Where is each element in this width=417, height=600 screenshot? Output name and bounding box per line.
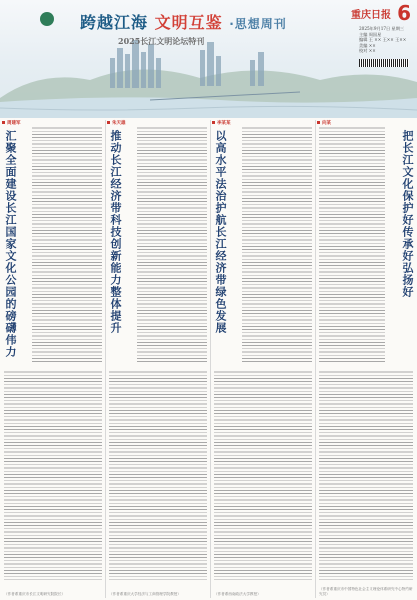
forum-logo-icon xyxy=(40,12,54,26)
masthead xyxy=(0,0,417,118)
article-body xyxy=(32,126,102,364)
special-issue-title xyxy=(80,10,287,33)
title-part2: 文明互鉴 xyxy=(154,13,223,32)
article-body xyxy=(319,126,385,364)
article-headline: 把长江文化保护好传承好弘扬好 xyxy=(401,130,414,298)
article-body xyxy=(242,126,312,364)
barcode xyxy=(359,59,409,67)
meta-line: 编辑 王 ×× 王×× 王×× xyxy=(359,37,407,42)
article-column-3 xyxy=(212,120,314,598)
author-note: （作者系重庆市中国特色社会主义理论体系研究中心特约研究员） xyxy=(319,587,413,596)
author-note: （作者系重庆市长江文明研究院院长） xyxy=(4,591,66,596)
article-body xyxy=(137,126,207,364)
newspaper-logo: 重庆日报 xyxy=(351,10,391,21)
author-tag: 向某 xyxy=(317,120,331,126)
author-note: （作者系西南政法大学教授） xyxy=(214,591,261,596)
title-suffix: ·思想周刊 xyxy=(229,17,287,31)
column-divider xyxy=(210,120,211,598)
article-column-2 xyxy=(107,120,209,598)
author-tag: 李某某 xyxy=(212,120,231,126)
author-tag: 周建军 xyxy=(2,120,21,126)
meta-line: 2025年9月17日 星期三 xyxy=(359,26,405,31)
article-headline: 汇聚全面建设长江国家文化公园的磅礴伟力 xyxy=(4,130,17,358)
article-body xyxy=(214,370,312,580)
article-column-4 xyxy=(317,120,415,598)
special-issue-subtitle: 2025长江文明论坛特刊 xyxy=(118,36,205,46)
meta-line: 主编 周国星 xyxy=(359,31,382,37)
author-note: （作者系重庆大学经济与工商管理学院教授） xyxy=(109,591,181,596)
meta-line: 校对 ×× xyxy=(359,48,376,53)
article-headline: 以高水平法治护航长江经济带绿色发展 xyxy=(214,130,227,334)
article-headline: 推动长江经济带科技创新能力整体提升 xyxy=(109,130,122,334)
article-body xyxy=(319,370,413,580)
edition-meta xyxy=(359,26,409,54)
title-part1: 跨越江海 xyxy=(80,13,149,32)
meta-line: 美编 ×× xyxy=(359,42,376,48)
column-divider xyxy=(315,120,316,598)
article-body xyxy=(109,370,207,580)
author-tag: 朱天雄 xyxy=(107,120,126,126)
page-number: 6 xyxy=(397,1,411,25)
article-column-1 xyxy=(2,120,104,598)
column-divider xyxy=(105,120,106,598)
article-body xyxy=(4,370,102,580)
